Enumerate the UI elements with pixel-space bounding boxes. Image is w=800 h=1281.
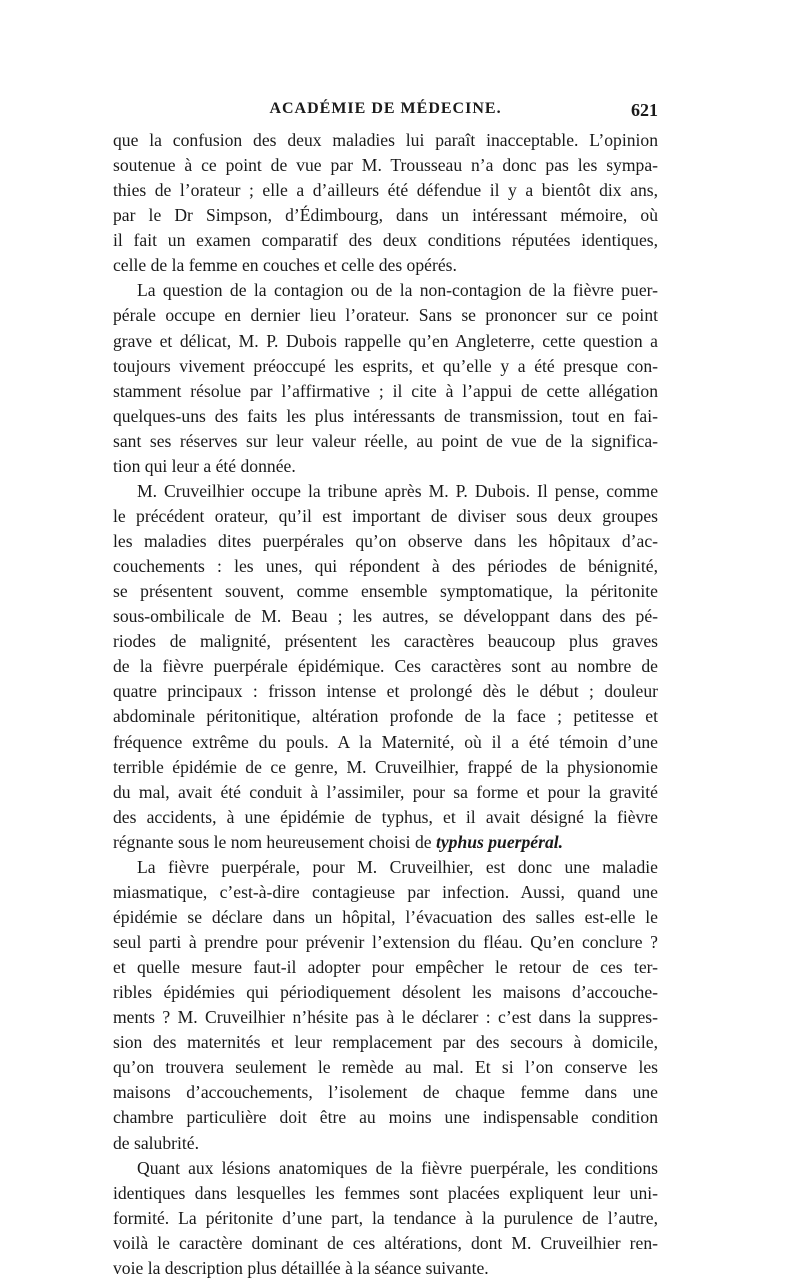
text-line: que la confusion des deux maladies lui paraît inacceptable. L’opinion	[113, 130, 658, 150]
text-line: par le Dr Simpson, d’Édimbourg, dans un intéressant mémoire, où	[113, 205, 658, 226]
text-line: ments ? M. Cruveilhier n’hésite pas à le déclarer : c’est dans la suppres-	[113, 1007, 658, 1028]
page-header	[113, 100, 658, 122]
text-line: couchements : les unes, qui répondent à des périodes de bénignité,	[113, 556, 658, 577]
text-line: fréquence extrême du pouls. A la Maternité, où il a été témoin d’une	[113, 731, 658, 752]
page-number: 621	[631, 100, 658, 120]
text-line: miasmatique, c’est-à-dire contagieuse par infection. Aussi, quand une	[113, 881, 658, 902]
text-line: seul parti à prendre pour prévenir l’extension du fléau. Qu’en conclure ?	[113, 932, 658, 952]
text-line: maisons d’accouchements, l’isolement de chaque femme dans une	[113, 1082, 658, 1103]
text-line: riodes de malignité, présentent les caractères beaucoup plus graves	[113, 631, 658, 652]
text-line: sous-ombilicale de M. Beau ; les autres, se développant dans des pé-	[113, 606, 658, 627]
text-line: soutenue à ce point de vue par M. Trousseau n’a donc pas les sympa-	[113, 155, 658, 176]
text-line: grave et délicat, M. P. Dubois rappelle qu’en Angleterre, cette question a	[113, 330, 658, 351]
text-line: ribles épidémies qui périodiquement désolent les maisons d’accouche-	[113, 982, 658, 1003]
text-line: il fait un examen comparatif des deux conditions réputées identiques,	[113, 230, 658, 251]
text-line: de salubrité.	[113, 1132, 199, 1153]
text-line: identiques dans lesquelles les femmes sont placées expliquent leur uni-	[113, 1182, 658, 1203]
text-line: sant ses réserves sur leur valeur réelle, au point de vue de la significa-	[113, 430, 658, 451]
text-line: se présentent souvent, comme ensemble symptomatique, la péritonite	[113, 581, 658, 602]
text-line	[113, 830, 658, 855]
text-line: stamment résolue par l’affirmative ; il cite à l’appui de cette allégation	[113, 380, 658, 401]
text-line: et quelle mesure faut-il adopter pour empêcher le retour de ces ter-	[113, 957, 658, 978]
text-line: abdominale péritonitique, altération profonde de la face ; petitesse et	[113, 706, 658, 727]
text-line: pérale occupe en dernier lieu l’orateur. Sans se prononcer sur ce point	[113, 305, 658, 326]
body-text	[113, 128, 658, 1281]
text-fragment: régnante sous le nom heureusement choisi de	[113, 831, 436, 852]
text-line: toujours vivement préoccupé les esprits, et qu’elle y a été presque con-	[113, 355, 658, 376]
text-line: La question de la contagion ou de la non-contagion de la fièvre puer-	[137, 280, 658, 301]
text-line: voilà le caractère dominant de ces altérations, dont M. Cruveilhier ren-	[113, 1232, 658, 1253]
text-line: formité. La péritonite d’une part, la tendance à la purulence de l’autre,	[113, 1207, 658, 1228]
text-line: de la fièvre puerpérale épidémique. Ces caractères sont au nombre de	[113, 656, 658, 677]
text-line: terrible épidémie de ce genre, M. Cruveilhier, frappé de la physionomie	[113, 756, 658, 777]
running-head: ACADÉMIE DE MÉDECINE.	[269, 100, 502, 117]
italic-term: typhus puerpéral.	[435, 831, 564, 852]
text-line: des accidents, à une épidémie de typhus, et il avait désigné la fièvre	[113, 806, 658, 827]
text-line: tion qui leur a été donnée.	[113, 455, 296, 476]
text-line: les maladies dites puerpérales qu’on observe dans les hôpitaux d’ac-	[113, 531, 658, 551]
text-line: thies de l’orateur ; elle a d’ailleurs été défendue il y a bientôt dix ans,	[113, 180, 658, 201]
text-line: voie la description plus détaillée à la séance suivante.	[113, 1257, 489, 1278]
text-line: celle de la femme en couches et celle des opérés.	[113, 255, 457, 276]
text-line: quelques-uns des faits les plus intéressants de transmission, tout en fai-	[113, 405, 658, 426]
text-line: le précédent orateur, qu’il est important de diviser sous deux groupes	[113, 505, 658, 526]
text-line: sion des maternités et leur remplacement par des secours à domicile,	[113, 1032, 658, 1053]
text-line: du mal, avait été conduit à l’assimiler, pour sa forme et pour la gravité	[113, 781, 658, 802]
text-line: M. Cruveilhier occupe la tribune après M. P. Dubois. Il pense, comme	[137, 480, 658, 501]
text-line: chambre particulière doit être au moins une indispensable condition	[113, 1107, 658, 1128]
text-line: qu’on trouvera seulement le remède au mal. Et si l’on conserve les	[113, 1057, 658, 1078]
text-line: quatre principaux : frisson intense et prolongé dès le début ; douleur	[113, 681, 658, 702]
text-line: La fièvre puerpérale, pour M. Cruveilhier, est donc une maladie	[137, 856, 658, 877]
text-line: Quant aux lésions anatomiques de la fièvre puerpérale, les conditions	[137, 1157, 658, 1178]
text-line: épidémie se déclare dans un hôpital, l’évacuation des salles est-elle le	[113, 906, 658, 927]
